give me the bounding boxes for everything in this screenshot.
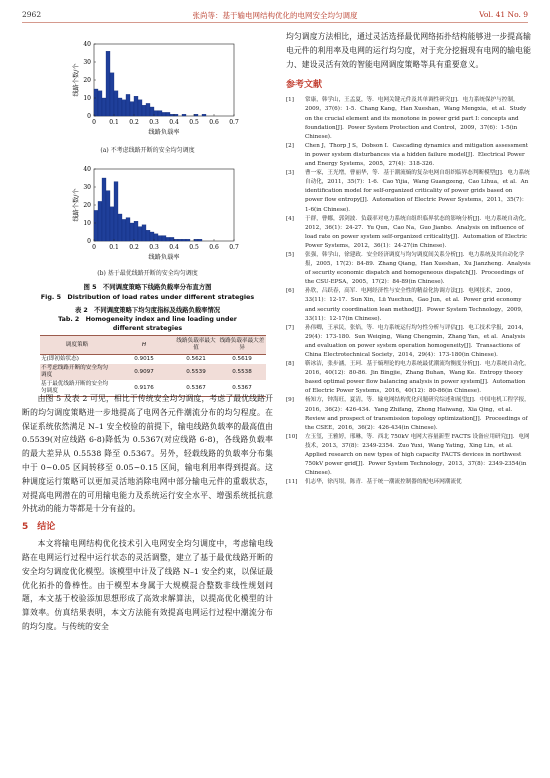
table-header: 调度策略: [40, 336, 114, 355]
y-tick-label: 40: [83, 41, 91, 48]
table-caption-en-1: Tab. 2 Homogeneity index and line loading under: [58, 316, 237, 323]
histogram-bar: [182, 239, 186, 241]
histogram-bar: [94, 210, 98, 241]
x-tick-label: 0.2: [129, 119, 139, 126]
histogram-bar: [94, 89, 98, 116]
figure-5: [22, 30, 273, 330]
reference-number: [5]: [286, 251, 294, 258]
histogram-bar: [98, 201, 102, 241]
reference-item: [286, 142, 531, 169]
page-number: 2962: [22, 10, 42, 19]
table-header: 线路负载率最大差异: [218, 336, 266, 355]
table-row: [40, 355, 266, 365]
section-heading: 5 结论: [22, 522, 56, 533]
x-tick-label: 0.1: [109, 119, 119, 126]
table-cell: 0.9015: [134, 356, 154, 362]
y-tick-label: 40: [83, 166, 91, 173]
histogram-bar: [178, 239, 182, 241]
reference-item: [286, 169, 531, 214]
reference-text: 于群，曹娜，郭剑波．负载率对电力系统自组织临界状态的影响分析[J]．电力系统自动化，2012，36(1)：24-27．Yu Qun，Cao Na，Guo Jianbo．Analysis on influence of load rate on power system self-organized criticality[J]．Automation of Electric Power Systems，2012，36(1)：24-27(in Chinese)．: [305, 215, 530, 249]
reference-text: 曹一家，王光增，曹丽华，等．基于潮流熵的复杂电网自组织临界态判断模型[J]．电力系统自动化，2011，35(7)：1-6．Cao Yijia，Wang Guangzeng，Cao Lihua，et al．An identification model for self-organized criticality of power grids based on power flow entropy[J]．Automation of Electric Power Systems，2011，35(7)：1-6(in Chinese)．: [305, 170, 530, 213]
x-tick-label: 0.6: [209, 244, 219, 251]
table-2: [40, 335, 266, 397]
reference-text: 仉志华，徐丙垠，陈青．基于统一潮流控制器的配电环网潮流优: [305, 479, 462, 486]
reference-item: [286, 478, 531, 487]
histogram-bar: [138, 227, 142, 241]
x-axis-label: 线路负载率: [148, 129, 180, 136]
table-cell: 基于最优线路开断的安全均匀调度: [40, 380, 114, 397]
reference-text: 靳冰洁，张步涵，王珂．基于熵理论的电力系统最优潮流均衡度分析[J]．电力系统自动化，2016，40(12)：80-86．Jin Bingjie，Zhang Buhan，Wang Ke．Entropy theory based optimal power flow balancing analysis in power system[J]．Automation of Electric Power Systems，2016，40(12)：80-86(in Chinese)．: [305, 361, 530, 395]
x-tick-label: 0.2: [129, 244, 139, 251]
table-header: H: [114, 336, 174, 355]
right-column: [286, 30, 531, 487]
histogram-bar: [162, 112, 166, 116]
reference-text: 常康，韩学山，王孟夏，等．电网关键元件及其单调性研究[J]．电力系统保护与控制，2009，37(6)：1-5．Chang Kang，Han Xueshan，Wang Mengxia，et al．Study on the crucial element and its monotone in power grid part I: concepts and foundation[J]．Power System Protection and Control，2009，37(6)：1-5(in Chinese)．: [305, 97, 527, 140]
body-paragraph: 由图 5 及表 2 可见，相比于传统安全均匀调度，考虑了最优线路开断的均匀调度策略进一步地提高了电网各元件潮流分布的均匀程度。在保证系统依然满足 N–1 安全校验的前提下，输电线路负载率的最高值由 0.5539(对应线路 6-8)降低为 0.5367(对应线路 6-8)，各线路负载率的最大差异从 0.5538 降至 0.5367。另外，轻载线路的负载率分布集中于 0~0.05 区间转移至 0.05~0.15 区间，输电利用率得到提高。这种调度运行策略可以更加灵活地消除电网中部分输电元件的重载状态，对提高电网潜在的可用输电能力及系统运行安全水平、增强系统抵抗意外扰动的能力等都是十分有益的。: [22, 394, 273, 514]
histogram-bar: [118, 98, 122, 116]
table-caption-en-2: different strategies: [112, 325, 183, 332]
y-tick-label: 10: [83, 95, 91, 102]
histogram-bar: [154, 111, 158, 116]
y-tick-label: 20: [83, 202, 91, 209]
y-tick-label: 0: [87, 238, 91, 245]
histogram-bar: [194, 114, 198, 116]
histogram-bar: [102, 98, 106, 116]
histogram-bar: [142, 105, 146, 116]
table-caption-cn: 表 2 不同调度策略下均匀度指标及线路负载率情况: [74, 307, 221, 314]
body-paragraph: 本文将输电网结构优化技术引入电网安全均匀调度中，考虑输电线路在电网运行过程中运行状态的灵活调整，建立了基于最优线路开断的安全均匀调度优化模型。该模型中计及了线路 N–1 安全约束，以保证最优化拓扑的鲁棒性。由于模型本身属于大规模混合整数非线性规划问题，本文基于校验添加思想形成了高效求解算法，以提高优化模型的计算效率。仿真结果表明，本文方法能有效提高电网运行过程中潮流分布的均匀度。与传统的安全: [22, 539, 273, 631]
reference-number: [9]: [286, 397, 294, 404]
histogram-a: [22, 30, 273, 140]
reference-number: [1]: [286, 97, 294, 104]
table-cell: 无(即初始状态): [41, 356, 79, 362]
x-tick-label: 0: [92, 119, 96, 126]
x-tick-label: 0.3: [149, 244, 159, 251]
histogram-bar: [182, 114, 186, 116]
table-cell: 0.5619: [232, 356, 252, 362]
histogram-bar: [202, 114, 206, 116]
y-axis-label: 线路个数/个: [73, 63, 80, 97]
reference-text: 孙伟卿，王承民，张焰，等．电力系统运行均匀性分析与评估[J]．电工技术学报，2014，29(4)：173-180．Sun Weiqing，Wang Chengmin，Zhang Yan，et al．Analysis and evaluation on power system operation homogeneity[J]．Transactions of China Electrotechnical Society，2014，29(4)：173-180(in Chinese)．: [305, 324, 528, 359]
histogram-bar: [110, 73, 114, 116]
reference-text: 左玉玺，王雅婷，邢琳，等．西北 750kV 电网大容量新型 FACTS 设备应用研究[J]．电网技术，2013，37(8)：2349-2354．Zuo Yuxi，Wang Yating，Xing Lin，et al．Applied research on new types of high capacity FACTS devices in northwest 750kV power grid[J]．Power System Technology，2013，37(8)：2349-2354(in Chinese)．: [305, 433, 530, 477]
reference-item: [286, 287, 531, 323]
histogram-bar: [138, 100, 142, 116]
histogram-bar: [158, 111, 162, 116]
x-tick-label: 0.3: [149, 119, 159, 126]
reference-item: [286, 324, 531, 360]
reference-number: [6]: [286, 288, 294, 295]
histogram-bar: [122, 219, 126, 241]
histogram-bar: [166, 112, 170, 116]
figure-caption-cn: 图 5 不同调度策略下线路负载率分布直方图: [83, 283, 212, 291]
reference-number: [7]: [286, 324, 294, 331]
reference-item: [286, 215, 531, 251]
subcaption-a: (a) 不考虑线路开断的安全均匀调度: [100, 147, 195, 154]
histogram-bar: [170, 114, 174, 116]
histogram-bar: [174, 239, 178, 241]
table-cell: 0.9176: [114, 380, 174, 397]
reference-item: [286, 251, 531, 287]
x-tick-label: 0.7: [229, 244, 239, 251]
histogram-bar: [194, 239, 198, 241]
table-cell: 0.5539: [174, 364, 218, 380]
histogram-bar: [106, 51, 110, 116]
subcaption-b: (b) 基于最优线路开断的安全均匀调度: [97, 270, 198, 277]
y-axis-label: 线路个数/个: [73, 188, 80, 222]
running-title: 张尚等：基于输电网结构优化的电网安全均匀调度: [192, 11, 358, 20]
reference-list: [286, 96, 531, 487]
histogram-bar: [198, 239, 202, 241]
page-header: [0, 0, 550, 30]
x-tick-label: 0.5: [189, 119, 199, 126]
reference-text: 杨知方，钟海旺，夏清，等．输电网结构优化问题研究综述和展望[J]．中国电机工程学报，2016，36(2)：426-434．Yang Zhifang，Zhong Haiwang，Xia Qing，et al．Review and prospect of transmission topology optimization[J]．Proceedings of the CSEE，2016，36(2)：426-434(in Chinese)．: [305, 397, 530, 431]
reference-number: [8]: [286, 361, 294, 368]
histogram-bar: [114, 182, 118, 241]
reference-item: [286, 360, 531, 396]
histogram-bar: [130, 223, 134, 241]
table-cell: 0.5367: [174, 380, 218, 397]
histogram-bar: [150, 232, 154, 241]
reference-text: 张强，韩学山，徐建政．安全经济调度与均匀调度间关系分析[J]．电力系统及其自动化学报，2005，17(2)：84-89．Zhang Qiang，Han Xueshan，Xu Jianzheng．Analysis of security economic dispatch and homogeneous dispatch[J]．Proceedings of the CSU-EPSA，2005，17(2)：84-89(in Chinese)．: [305, 251, 531, 286]
y-tick-label: 30: [83, 59, 91, 66]
x-axis-label: 线路负载率: [148, 254, 180, 261]
histogram-bar: [146, 230, 150, 241]
histogram-bar: [126, 218, 130, 241]
histogram-bar: [158, 236, 162, 241]
histogram-bar: [126, 94, 130, 116]
y-tick-label: 20: [83, 77, 91, 84]
histogram-bar: [146, 103, 150, 116]
left-column: [22, 30, 273, 631]
y-tick-label: 30: [83, 184, 91, 191]
x-tick-label: 0.5: [189, 244, 199, 251]
reference-item: [286, 396, 531, 432]
histogram-bar: [170, 237, 174, 241]
reference-number: [11]: [286, 479, 298, 486]
histogram-bar: [186, 239, 190, 241]
reference-text: Chen J，Thorp J S，Dobson I．Cascading dynamics and mitigation assessment in power system disturbances via a hidden failure model[J]．Electrical Power and Energy Systems，2005，27(4)：318-326．: [305, 142, 529, 168]
body-paragraph: 均匀调度方法相比，通过灵活选择最优网络拓扑结构能够进一步提高输电元件的利用率及电网的运行均匀度，对于充分挖掘现有电网的输电能力、建设灵活有效的智能电网调度策略等具有重要意义。: [286, 32, 531, 69]
histogram-bar: [134, 96, 138, 116]
histogram-bar: [154, 234, 158, 241]
x-tick-label: 0.4: [169, 119, 179, 126]
reference-item: [286, 96, 531, 141]
table-cell: 0.5367: [218, 380, 266, 397]
histogram-bar: [98, 91, 102, 116]
y-tick-label: 10: [83, 220, 91, 227]
volume-label: Vol. 41 No. 9: [479, 10, 528, 19]
header-rule: [22, 22, 528, 23]
reference-number: [10]: [286, 433, 298, 440]
histogram-bar: [114, 91, 118, 116]
reference-text: 孙欣，吕跃春，高军．电网经济性与安全性的精益化协调方法[J]．电网技术，2009，33(11)：12-17．Sun Xin，Lü Yuechun，Gao Jun，et al．Power grid economy and security coordination lean method[J]．Power System Technology，2009，33(11)：12-17(in Chinese)．: [305, 288, 527, 322]
x-tick-label: 0.4: [169, 244, 179, 251]
histogram-bar: [102, 178, 106, 241]
histogram-bar: [134, 221, 138, 241]
histogram-b: [22, 155, 273, 265]
histogram-bar: [130, 102, 134, 116]
histogram-bar: [106, 191, 110, 241]
reference-item: [286, 433, 531, 478]
x-tick-label: 0.6: [209, 119, 219, 126]
histogram-bar: [110, 207, 114, 241]
table-cell: 0.9097: [114, 364, 174, 380]
y-tick-label: 0: [87, 113, 91, 120]
references-heading: 参考文献: [286, 80, 323, 91]
histogram-bar: [162, 236, 166, 241]
reference-number: [2]: [286, 142, 294, 149]
x-tick-label: 0: [92, 244, 96, 251]
histogram-bar: [174, 114, 178, 116]
table-cell: 不考虑线路开断的安全均匀调度: [40, 364, 114, 380]
table-header: 线路负载率最大值: [174, 336, 218, 355]
table-row: [40, 364, 266, 380]
table-cell: 0.5538: [218, 364, 266, 380]
histogram-bar: [118, 214, 122, 241]
histogram-bar: [166, 237, 170, 241]
histogram-bar: [150, 107, 154, 116]
histogram-bar: [122, 100, 126, 116]
x-tick-label: 0.1: [109, 244, 119, 251]
figure-caption-en: Fig. 5 Distribution of load rates under different strategies: [40, 293, 255, 301]
reference-number: [4]: [286, 215, 294, 222]
x-tick-label: 0.7: [229, 119, 239, 126]
table-cell: 0.5621: [186, 356, 206, 362]
reference-number: [3]: [286, 170, 294, 177]
histogram-bar: [142, 225, 146, 241]
